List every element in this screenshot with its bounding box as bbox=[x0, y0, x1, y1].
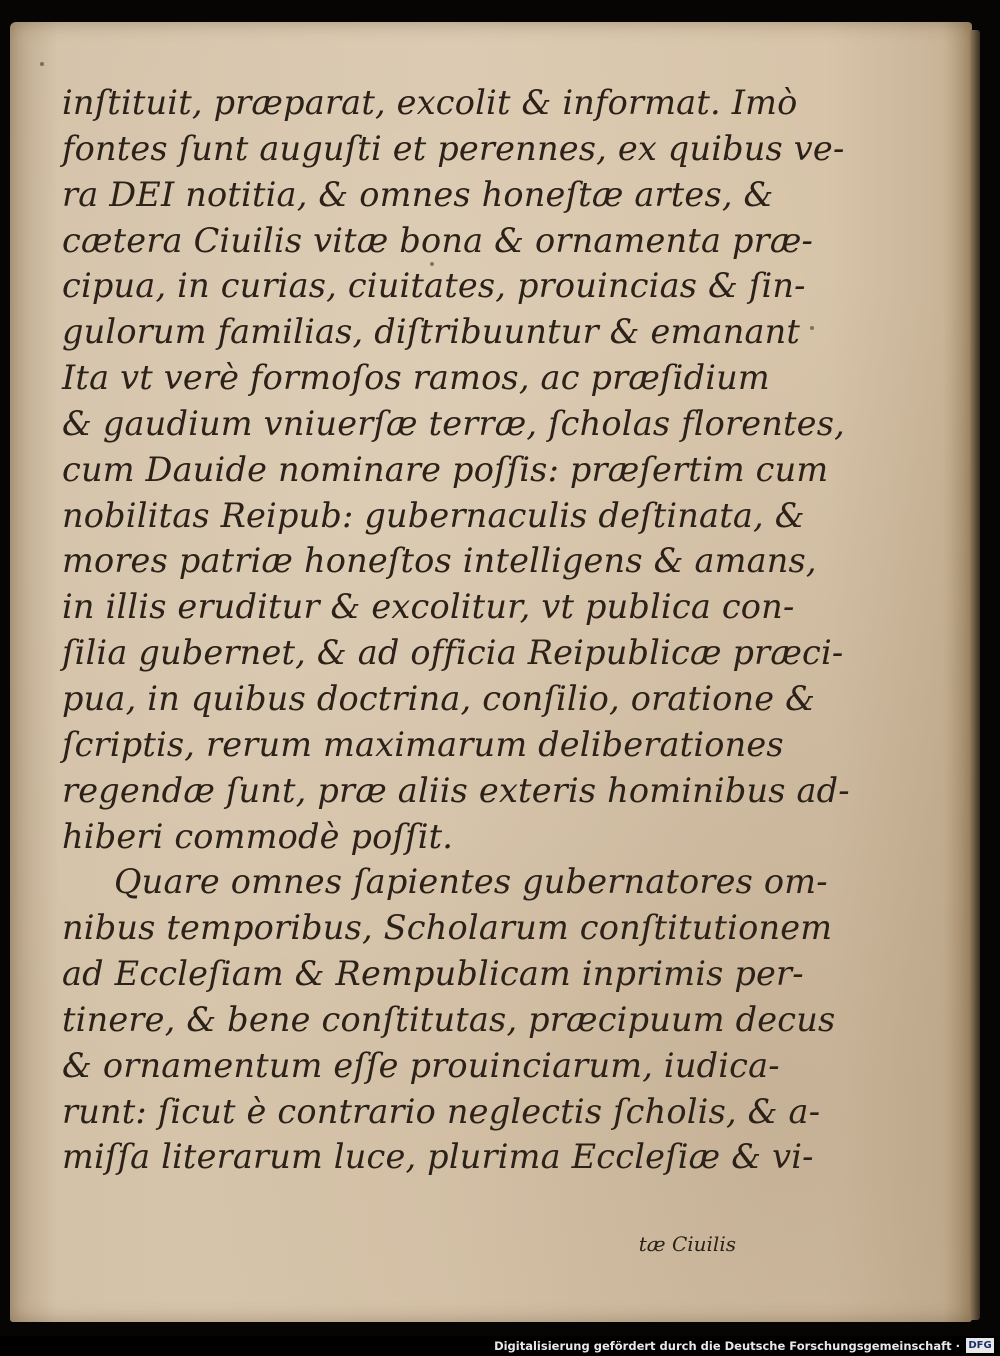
text-line: & gaudium vniuerſæ terræ, ſcholas florentes, bbox=[62, 403, 845, 443]
text-line: Ita vt verè formoſos ramos, ac præſidium bbox=[62, 358, 770, 398]
text-line: miſſa literarum luce, plurima Eccleſiæ & vi- bbox=[62, 1137, 814, 1177]
text-line: nibus temporibus, Scholarum conſtitutionem bbox=[62, 908, 833, 948]
text-line: cum Dauide nominare poſſis: præſertim cum bbox=[62, 449, 829, 489]
paper-speck bbox=[810, 326, 814, 330]
text-line: mores patriæ honeſtos intelligens & amans, bbox=[62, 541, 817, 581]
page-edge bbox=[970, 30, 980, 1320]
text-line: ra DEI notitia, & omnes honeſtæ artes, & bbox=[62, 174, 774, 214]
dfg-logo-icon: DFG bbox=[966, 1338, 994, 1353]
page-text bbox=[62, 80, 850, 1180]
text-line: runt: ſicut è contrario neglectis ſcholis, & a- bbox=[62, 1091, 821, 1131]
text-line: ad Eccleſiam & Rempublicam inprimis per- bbox=[62, 954, 804, 994]
text-line: pua, in quibus doctrina, conſilio, oratione & bbox=[62, 678, 816, 718]
paper-speck bbox=[40, 62, 44, 66]
text-line: ſilia gubernet, & ad officia Reipublicæ præci- bbox=[62, 633, 844, 673]
paragraph-start-line: Quare omnes ſapientes gubernatores om- bbox=[114, 862, 828, 902]
text-line: cipua, in curias, ciuitates, prouincias & ſin- bbox=[62, 266, 806, 306]
text-line: in illis eruditur & excolitur, vt publica con- bbox=[62, 587, 795, 627]
text-line: ſcriptis, rerum maximarum deliberationes bbox=[62, 724, 784, 764]
digitization-credit: Digitalisierung gefördert durch die Deutsche Forschungsgemeinschaft · bbox=[494, 1339, 960, 1353]
paper-speck bbox=[430, 262, 434, 266]
text-line: & ornamentum eſſe prouinciarum, iudica- bbox=[62, 1045, 780, 1085]
text-line: regendæ ſunt, præ aliis exteris hominibus ad- bbox=[62, 770, 850, 810]
text-line: tinere, & bene conſtitutas, præcipuum decus bbox=[62, 999, 836, 1039]
footer-bar bbox=[0, 1336, 1000, 1356]
book-page bbox=[10, 22, 972, 1322]
text-line: cætera Ciuilis vitæ bona & ornamenta præ- bbox=[62, 220, 814, 260]
catchword: tæ Ciuilis bbox=[638, 1232, 736, 1256]
text-line: fontes ſunt auguſti et perennes, ex quibus ve- bbox=[62, 128, 845, 168]
text-line: gulorum familias, diſtribuuntur & emanant bbox=[62, 312, 801, 352]
text-line: inſtituit, præparat, excolit & informat. Imò bbox=[62, 83, 798, 122]
text-line: hiberi commodè poſſit. bbox=[62, 816, 454, 856]
text-line: nobilitas Reipub: gubernaculis deſtinata, & bbox=[62, 495, 805, 535]
